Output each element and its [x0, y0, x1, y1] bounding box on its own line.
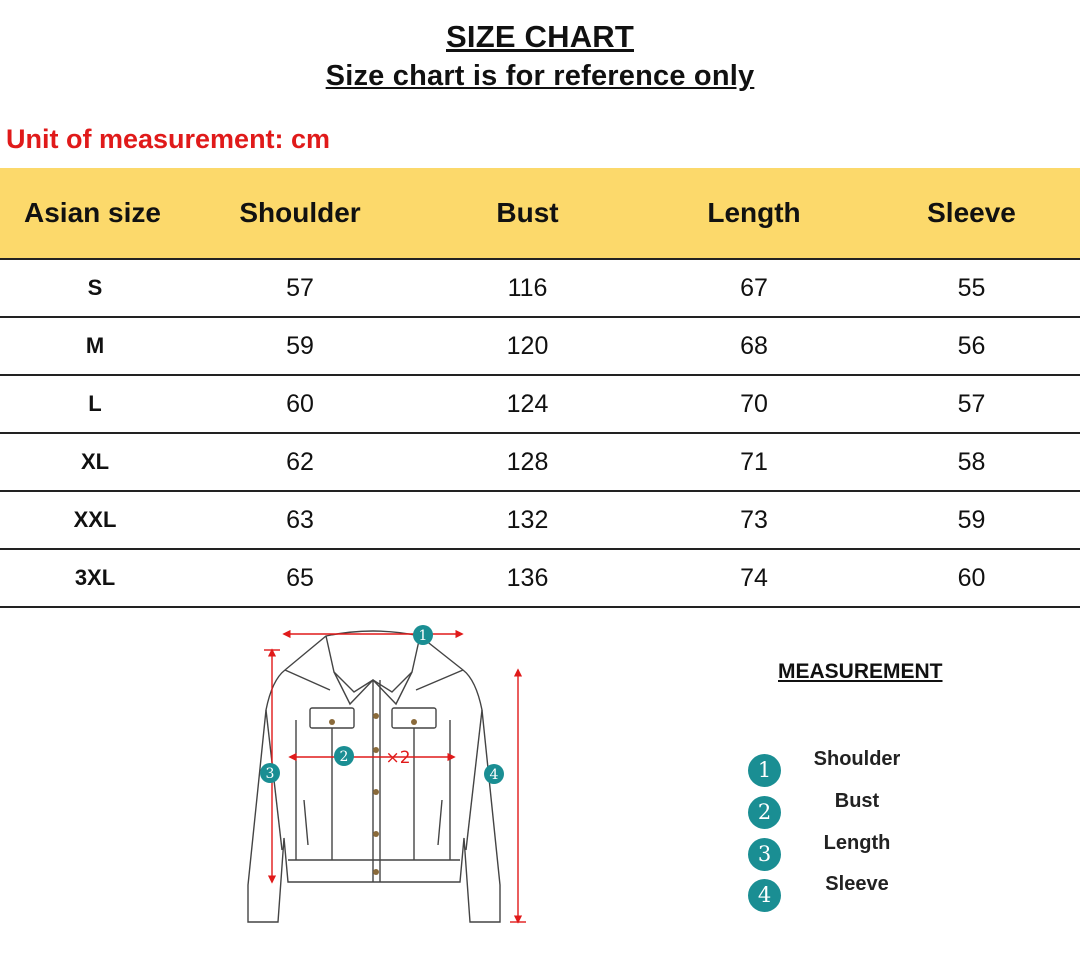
shoulder-cell: 59: [190, 317, 410, 375]
page-subtitle: Size chart is for reference only: [325, 60, 755, 92]
length-cell: 67: [645, 259, 863, 317]
svg-text:3: 3: [265, 766, 275, 782]
table-row: [0, 375, 1080, 433]
shoulder-cell: 63: [190, 491, 410, 549]
header-asian-size: Asian size: [0, 168, 190, 259]
header-bust: Bust: [410, 168, 645, 259]
page-title: SIZE CHART: [446, 19, 634, 54]
legend-number: 1: [748, 754, 781, 787]
svg-text:1: 1: [418, 628, 428, 644]
table-row: [0, 259, 1080, 317]
size-cell: XL: [0, 433, 190, 491]
table-row: [0, 317, 1080, 375]
shoulder-cell: 60: [190, 375, 410, 433]
legend-number: 3: [748, 838, 781, 871]
jacket-outline: [248, 631, 500, 922]
marker-2: [334, 746, 354, 766]
legend-item-shoulder: [748, 748, 948, 794]
sleeve-cell: 57: [863, 375, 1080, 433]
size-cell: 3XL: [0, 549, 190, 607]
shoulder-cell: 65: [190, 549, 410, 607]
bust-multiplier: ×2: [385, 748, 411, 768]
legend-label: Bust: [834, 790, 880, 812]
bust-cell: 124: [410, 375, 645, 433]
shoulder-cell: 57: [190, 259, 410, 317]
legend-label: Sleeve: [825, 873, 889, 895]
marker-4: [484, 764, 504, 784]
bust-cell: 132: [410, 491, 645, 549]
header-sleeve: Sleeve: [863, 168, 1080, 259]
size-table: [0, 168, 1080, 608]
marker-3: [260, 763, 280, 783]
sleeve-cell: 59: [863, 491, 1080, 549]
unit-note: Unit of measurement: cm: [6, 124, 331, 154]
svg-text:2: 2: [339, 749, 349, 765]
sleeve-cell: 55: [863, 259, 1080, 317]
size-cell: M: [0, 317, 190, 375]
legend-number: 4: [748, 879, 781, 912]
length-cell: 70: [645, 375, 863, 433]
bust-cell: 116: [410, 259, 645, 317]
length-cell: 74: [645, 549, 863, 607]
shoulder-cell: 62: [190, 433, 410, 491]
sleeve-cell: 56: [863, 317, 1080, 375]
table-row: [0, 491, 1080, 549]
length-cell: 68: [645, 317, 863, 375]
table-row: [0, 433, 1080, 491]
legend-item-bust: [748, 790, 948, 836]
table-header-row: [0, 168, 1080, 259]
length-cell: 73: [645, 491, 863, 549]
table-row: [0, 549, 1080, 607]
legend-item-sleeve: [748, 873, 948, 919]
svg-text:4: 4: [489, 767, 499, 783]
size-cell: S: [0, 259, 190, 317]
measurement-heading: MEASUREMENT: [778, 660, 943, 683]
bust-cell: 136: [410, 549, 645, 607]
size-cell: XXL: [0, 491, 190, 549]
sleeve-cell: 58: [863, 433, 1080, 491]
jacket-diagram: [238, 620, 538, 935]
marker-1: [413, 625, 433, 645]
bust-cell: 128: [410, 433, 645, 491]
legend-item-length: [748, 832, 948, 878]
bust-cell: 120: [410, 317, 645, 375]
legend-number: 2: [748, 796, 781, 829]
header-shoulder: Shoulder: [190, 168, 410, 259]
legend-label: Length: [823, 832, 891, 854]
sleeve-cell: 60: [863, 549, 1080, 607]
length-cell: 71: [645, 433, 863, 491]
legend-label: Shoulder: [813, 748, 901, 770]
header-length: Length: [645, 168, 863, 259]
size-cell: L: [0, 375, 190, 433]
